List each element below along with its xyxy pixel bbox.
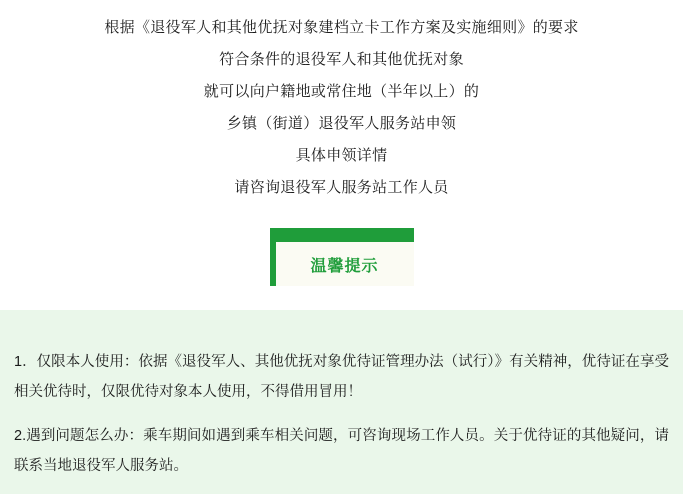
intro-line: 根据《退役军人和其他优抚对象建档立卡工作方案及实施细则》的要求 (104, 19, 579, 36)
notes-section (0, 310, 683, 494)
tip-banner-top-bar (270, 228, 414, 242)
note-item: 2.遇到问题怎么办：乘车期间如遇到乘车相关问题，可咨询现场工作人员。关于优待证的其他疑问，请联系当地退役军人服务站。 (14, 428, 669, 474)
intro-line: 乡镇（街道）退役军人服务站申领 (226, 115, 457, 132)
tip-banner-inner (276, 242, 414, 286)
intro-line: 具体申领详情 (295, 147, 388, 164)
intro-line: 就可以向户籍地或常住地（半年以上）的 (203, 83, 480, 100)
tip-banner-frame (270, 228, 414, 286)
intro-line: 符合条件的退役军人和其他优抚对象 (219, 51, 464, 68)
intro-line: 请咨询退役军人服务站工作人员 (234, 179, 449, 196)
tip-banner-label: 温馨提示 (310, 257, 379, 275)
note-item: 1．仅限本人使用：依据《退役军人、其他优抚对象优待证管理办法（试行）》有关精神，优待证在享受相关优待时，仅限优待对象本人使用，不得借用冒用！ (14, 353, 669, 400)
tip-banner (0, 228, 683, 286)
intro-paragraph (0, 0, 683, 204)
